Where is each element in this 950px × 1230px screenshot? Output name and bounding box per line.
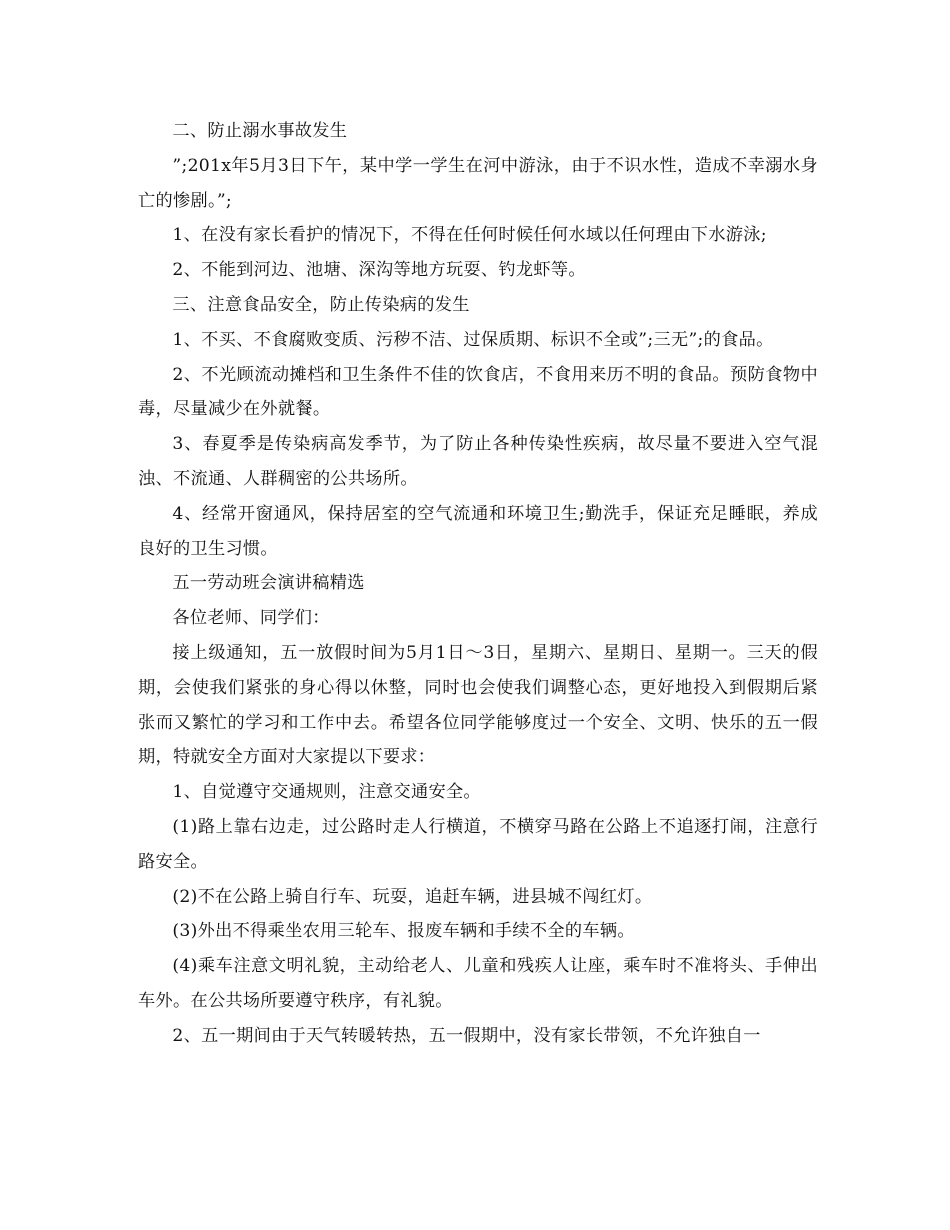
paragraph-food-2: 2、不光顾流动摊档和卫生条件不佳的饮食店，不食用来历不明的食品。预防食物中毒，尽量减少在外就餐。 — [138, 364, 818, 420]
speech-greeting: 各位老师、同学们： — [172, 608, 330, 629]
section-heading-drowning: 二、防止溺水事故发生 — [172, 121, 348, 141]
paragraph-food-3: 3、春夏季是传染病高发季节，为了防止各种传染性疾病，故尽量不要进入空气混浊、不流通、人群稠密的公共场所。 — [138, 434, 818, 489]
paragraph-food-4: 4、经常开窗通风，保持居室的空气流通和环境卫生;勤洗手，保证充足睡眠，养成良好的卫生习惯。 — [138, 503, 818, 559]
section-heading-food-safety: 三、注意食品安全，防止传染病的发生 — [172, 294, 470, 315]
traffic-rule-3: (3)外出不得乘坐农用三轮车、报废车辆和手续不全的车辆。 — [172, 921, 635, 942]
traffic-rule-heading: 1、自觉遵守交通规则，注意交通安全。 — [172, 782, 481, 803]
paragraph-rule-1: 1、在没有家长看护的情况下，不得在任何时候任何水域以任何理由下水游泳; — [172, 225, 767, 246]
traffic-rule-2: (2)不在公路上骑自行车、玩耍，追赶车辆，进县城不闯红灯。 — [172, 886, 653, 907]
traffic-rule-4: (4)乘车注意文明礼貌，主动给老人、儿童和残疾人让座，乘车时不准将头、手伸出车外。在公共场所要遵守秩序，有礼貌。 — [138, 956, 818, 1011]
paragraph-rule-2: 2、不能到河边、池塘、深沟等地方玩耍、钓龙虾等。 — [172, 260, 586, 281]
speech-intro: 接上级通知，五一放假时间为5月1日～3日，星期六、星期日、星期一。三天的假期，会使我们紧张的身心得以休整，同时也会使我们调整心态，更好地投入到假期后紧张而又繁忙的学习和工作中去。希望各位同学能够度过一个安全、文明、快乐的五一假期，特就安全方面对大家提以下要求： — [138, 642, 818, 768]
document-body — [138, 114, 818, 1054]
paragraph-drowning-case: ”;201x年5月3日下午，某中学一学生在河中游泳，由于不识水性，造成不幸溺水身亡的惨剧。”; — [138, 155, 818, 211]
paragraph-food-1: 1、不买、不食腐败变质、污秽不洁、过保质期、标识不全或”;三无”;的食品。 — [172, 329, 774, 350]
traffic-rule-1: (1)路上靠右边走，过公路时走人行横道，不横穿马路在公路上不追逐打闹，注意行路安全。 — [138, 816, 818, 872]
holiday-safety-rule: 2、五一期间由于天气转暖转热，五一假期中，没有家长带领，不允许独自一 — [172, 1025, 761, 1046]
speech-title: 五一劳动班会演讲稿精选 — [172, 573, 365, 594]
